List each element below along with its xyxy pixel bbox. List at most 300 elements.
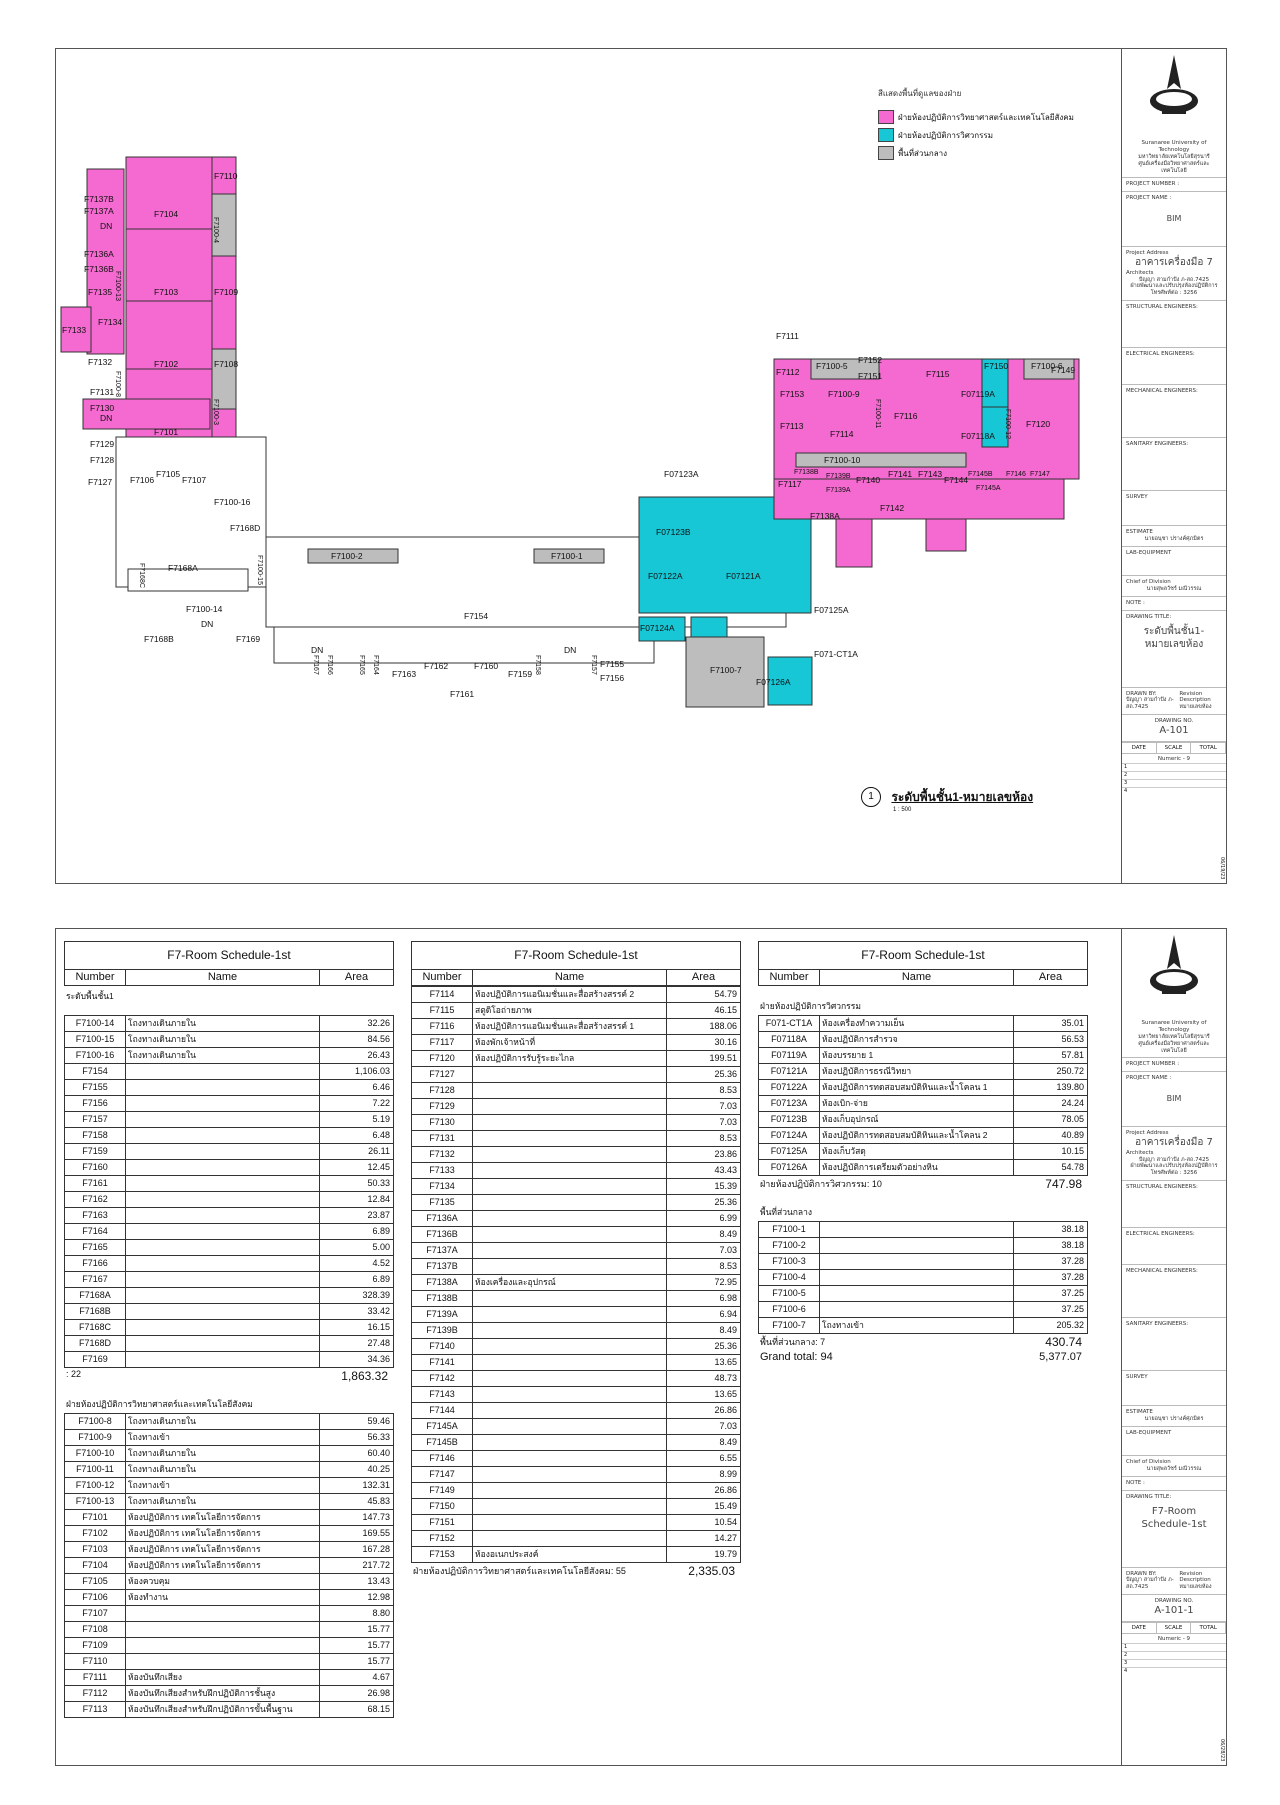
room-name-cell: ห้องพักเจ้าหน้าที่	[473, 1035, 667, 1050]
room-area-cell: 50.33	[367, 1178, 390, 1188]
room-number-cell: F7149	[412, 1483, 473, 1498]
table-row	[758, 1128, 1088, 1144]
revision-row: 4	[1122, 1667, 1226, 1675]
room-label: F07123B	[656, 527, 691, 537]
room-label: F7168B	[144, 634, 174, 644]
drawing-no: A-101	[1159, 725, 1189, 736]
project-number-label: PROJECT NUMBER :	[1126, 181, 1180, 188]
drawing-title: F7-Room Schedule-1st	[1141, 1506, 1207, 1530]
room-number-cell: F7100-4	[759, 1270, 820, 1285]
room-label: F7115	[926, 369, 950, 379]
drawing-no-label: DRAWING NO.	[1154, 1598, 1194, 1605]
room-label: F07122A	[648, 571, 683, 581]
date-label: DATE	[1122, 1623, 1157, 1634]
room-name-cell: ห้องปฏิบัติการแอนิเมชั่นและสื่อสร้างสรรค์ 2	[473, 987, 667, 1002]
table-row	[758, 1016, 1088, 1032]
room-name-cell: โถงทางเดินภายใน	[126, 1494, 320, 1509]
room-name-cell: โถงทางเดินภายใน	[126, 1032, 320, 1047]
table-row	[411, 1467, 741, 1483]
room-area-cell: 8.49	[719, 1325, 737, 1335]
table-row	[411, 1035, 741, 1051]
room-number-cell: F7120	[412, 1051, 473, 1066]
room-label: F7154	[464, 611, 489, 621]
room-area-cell: 34.36	[367, 1354, 390, 1364]
room-area-cell: 8.49	[719, 1437, 737, 1447]
room-label: F7135	[88, 287, 113, 297]
room-name-cell	[473, 1291, 667, 1306]
room-number-cell: F7168B	[65, 1304, 126, 1319]
room-name-cell: ห้องปฏิบัติการทดสอบสมบัติหินและน้ำโคลน 2	[820, 1128, 1014, 1143]
numeric-label: Numeric - 9	[1122, 1633, 1226, 1643]
room-area-cell: 1,106.03	[354, 1066, 390, 1076]
mechanical-label: MECHANICAL ENGINEERS:	[1126, 1268, 1198, 1275]
table-row	[411, 1307, 741, 1323]
room-number-cell: F7160	[65, 1160, 126, 1175]
room-area-cell: 250.72	[1056, 1066, 1084, 1076]
table-row	[64, 1542, 394, 1558]
room-label: F7106	[130, 475, 155, 485]
room-number-cell: F7145A	[412, 1419, 473, 1434]
project-address: อาคารเครื่องมือ 7	[1135, 1137, 1213, 1149]
room-label: F7100-1	[551, 551, 583, 561]
architect-dept: ฝ่ายพัฒนาและปรับปรุงห้องปฏิบัติการ	[1130, 283, 1218, 290]
room-area-cell: 46.15	[714, 1005, 737, 1015]
room-number-cell: F07123A	[759, 1096, 820, 1111]
room-area-cell: 38.18	[1061, 1240, 1084, 1250]
room-number-cell: F7116	[412, 1019, 473, 1034]
room-label: F7100-8	[114, 371, 121, 398]
table-row	[64, 1686, 394, 1702]
chief-name: นายสุพลวัชร์ มณีวรรณ	[1146, 1465, 1202, 1472]
room-number-cell: F7102	[65, 1526, 126, 1541]
room-name-cell	[473, 1259, 667, 1274]
room-area-cell: 84.56	[367, 1034, 390, 1044]
room-number-cell: F7128	[412, 1083, 473, 1098]
table-row	[64, 1638, 394, 1654]
group-label: พื้นที่ส่วนกลาง	[760, 1207, 813, 1217]
room-area-cell: 33.42	[367, 1306, 390, 1316]
room-label: F7168A	[168, 563, 198, 573]
room-name-cell: ห้องปฏิบัติการ เทคโนโลยีการจัดการ	[126, 1558, 320, 1573]
group-label: ระดับพื้นชั้น1	[66, 991, 114, 1001]
room-name-cell: โถงทางเข้า	[820, 1318, 1014, 1333]
view-number: 1	[861, 787, 881, 807]
center-name: ศูนย์เครื่องมือวิทยาศาสตร์และเทคโนโลยี	[1138, 160, 1210, 174]
title-block	[1121, 929, 1226, 1765]
legend-item	[878, 146, 1074, 160]
room-area-cell: 7.03	[719, 1117, 737, 1127]
table-row	[64, 1320, 394, 1336]
room-number-cell: F7136B	[412, 1227, 473, 1242]
room-name-cell	[126, 1080, 320, 1095]
table-row	[64, 1096, 394, 1112]
room-label: F7155	[600, 659, 625, 669]
drawn-by: ปัญญา สามกำปัง ภ-สถ.7425	[1126, 697, 1174, 711]
revision-row: 3	[1122, 1659, 1226, 1667]
room-name-cell	[473, 1323, 667, 1338]
room-number-cell: F7100-11	[65, 1462, 126, 1477]
table-row	[758, 1270, 1088, 1286]
callout-label: F07125A	[814, 605, 849, 615]
header-number: Number	[759, 970, 820, 985]
schedule-title: F7-Room Schedule-1st	[758, 941, 1088, 970]
room-area-cell: 8.53	[719, 1085, 737, 1095]
room-label: F7120	[1026, 419, 1051, 429]
room-label: F7156	[600, 673, 625, 683]
table-row	[411, 1003, 741, 1019]
room-label: F7151	[858, 371, 883, 381]
room-name-cell	[126, 1288, 320, 1303]
room-area-cell: 43.43	[714, 1165, 737, 1175]
room-area-cell: 16.15	[367, 1322, 390, 1332]
table-row	[411, 1131, 741, 1147]
table-row	[411, 1371, 741, 1387]
room-name-cell	[126, 1192, 320, 1207]
room-number-cell: F7146	[412, 1451, 473, 1466]
revision-rows	[1122, 1643, 1226, 1675]
room-area-cell: 169.55	[362, 1528, 390, 1538]
room-number-cell: F07118A	[759, 1032, 820, 1047]
room-area-cell: 32.26	[367, 1018, 390, 1028]
table-row	[64, 1622, 394, 1638]
room-area-cell: 8.49	[719, 1229, 737, 1239]
room-label: F7100-6	[1031, 361, 1063, 371]
room-number-cell: F7164	[65, 1224, 126, 1239]
room-label: F7147	[1030, 471, 1050, 478]
room-name-cell	[126, 1240, 320, 1255]
room-number-cell: F7135	[412, 1195, 473, 1210]
table-row	[758, 1064, 1088, 1080]
room-number-cell: F7139A	[412, 1307, 473, 1322]
table-row	[64, 1670, 394, 1686]
room-number-cell: F7100-6	[759, 1302, 820, 1317]
legend-swatch	[878, 146, 894, 160]
room-area-cell: 328.39	[362, 1290, 390, 1300]
room-name-cell	[126, 1304, 320, 1319]
room-label: F7143	[918, 469, 943, 479]
room-number-cell: F7134	[412, 1179, 473, 1194]
drawing-title-label: DRAWING TITLE:	[1126, 1493, 1172, 1500]
room-label: F7100-13	[114, 271, 121, 301]
room-area-cell: 23.86	[714, 1149, 737, 1159]
room-label: F7145A	[976, 485, 1001, 492]
group-total: 1,863.32	[341, 1369, 388, 1383]
room-name-cell: โถงทางเข้า	[126, 1478, 320, 1493]
table-row	[64, 1654, 394, 1670]
room-number-cell: F7167	[65, 1272, 126, 1287]
room-name-cell	[473, 1163, 667, 1178]
room-area-cell: 147.73	[362, 1512, 390, 1522]
room-label: F7134	[98, 317, 123, 327]
room-area-cell: 7.03	[719, 1421, 737, 1431]
room-area-cell: 205.32	[1056, 1320, 1084, 1330]
room-name-cell	[126, 1064, 320, 1079]
room-name-cell	[473, 1211, 667, 1226]
table-row	[64, 1446, 394, 1462]
schedule-rows	[64, 1413, 394, 1718]
table-row	[411, 1435, 741, 1451]
room-number-cell: F7109	[65, 1638, 126, 1653]
room-name-cell: ห้องปฏิบัติการธรณีวิทยา	[820, 1064, 1014, 1079]
room-number-cell: F7100-12	[65, 1478, 126, 1493]
room-label: F7132	[88, 357, 113, 367]
room-number-cell: F07123B	[759, 1112, 820, 1127]
table-row	[411, 1323, 741, 1339]
table-row	[411, 1483, 741, 1499]
group-count: พื้นที่ส่วนกลาง: 7	[760, 1337, 826, 1347]
room-label: F7100-4	[212, 217, 219, 244]
room-label: F7103	[154, 287, 179, 297]
room-label: F07124A	[640, 623, 675, 633]
scale-label: SCALE	[1157, 1623, 1192, 1634]
room-name-cell: ห้องบรรยาย 1	[820, 1048, 1014, 1063]
room-label: F7164	[372, 655, 379, 675]
schedule-title: F7-Room Schedule-1st	[64, 941, 394, 970]
room-label: F7158	[534, 655, 541, 675]
room-area-cell: 72.95	[714, 1277, 737, 1287]
room-number-cell: F7100-5	[759, 1286, 820, 1301]
room-label: F7110	[214, 171, 238, 181]
room-name-cell	[473, 1531, 667, 1546]
room-number-cell: F7136A	[412, 1211, 473, 1226]
room-name-cell	[820, 1302, 1014, 1317]
group-total-row	[758, 1334, 1088, 1350]
room-name-cell: ห้องเครื่องทำความเย็น	[820, 1016, 1014, 1031]
header-name: Name	[473, 970, 667, 985]
room-number-cell: F07124A	[759, 1128, 820, 1143]
room-name-cell: ห้องปฏิบัติการสำรวจ	[820, 1032, 1014, 1047]
room-area-cell: 56.33	[367, 1432, 390, 1442]
revision-row: 3	[1122, 779, 1226, 787]
room-name-cell	[820, 1254, 1014, 1269]
table-row	[758, 1254, 1088, 1270]
room-number-cell: F7130	[412, 1115, 473, 1130]
room-number-cell: F7100-14	[65, 1016, 126, 1031]
room-name-cell: โถงทางเดินภายใน	[126, 1414, 320, 1429]
legend-title: สีแสดงพื้นที่ดูแลของฝ่าย	[878, 89, 962, 98]
table-row	[411, 1355, 741, 1371]
table-row	[758, 1096, 1088, 1112]
room-name-cell	[126, 1606, 320, 1621]
room-number-cell: F7141	[412, 1355, 473, 1370]
group-total: 2,335.03	[688, 1564, 735, 1578]
header-area: Area	[344, 971, 369, 983]
room-name-cell: ห้องเบิก-จ่าย	[820, 1096, 1014, 1111]
room-name-cell	[126, 1112, 320, 1127]
room-number-cell: F7100-8	[65, 1414, 126, 1429]
room-label: F7114	[830, 429, 854, 439]
room-name-cell	[473, 1483, 667, 1498]
room-name-cell	[473, 1307, 667, 1322]
room-name-cell	[126, 1638, 320, 1653]
legend-item	[878, 128, 1074, 142]
room-label: F7144	[944, 475, 969, 485]
header-area: Area	[1038, 971, 1063, 983]
table-row	[411, 1179, 741, 1195]
room-name-cell	[126, 1160, 320, 1175]
revision-value: หมายเลขห้อง	[1179, 1584, 1212, 1591]
room-name-cell	[473, 1243, 667, 1258]
callout-label: F071-CT1A	[814, 649, 858, 659]
room-number-cell: F7168C	[65, 1320, 126, 1335]
architect-phone: โทรศัพท์ต่อ : 3256	[1150, 290, 1198, 297]
revision-row: 2	[1122, 1651, 1226, 1659]
room-label: F7100-3	[212, 399, 219, 426]
group-total-row	[758, 1176, 1088, 1192]
room-name-cell	[473, 1467, 667, 1482]
room-label: F07119A	[961, 389, 995, 399]
room-area-cell: 45.83	[367, 1496, 390, 1506]
room-label: F7159	[508, 669, 533, 679]
room-label: F7149	[1051, 365, 1076, 375]
room-area-cell: 26.43	[367, 1050, 390, 1060]
table-row	[411, 1403, 741, 1419]
room-name-cell	[473, 1227, 667, 1242]
room-name-cell	[126, 1208, 320, 1223]
date-label: DATE	[1122, 743, 1157, 754]
architects-label: Architects	[1126, 269, 1154, 276]
room-area-cell: 26.11	[368, 1146, 390, 1156]
table-row	[64, 1478, 394, 1494]
grand-total-label: Grand total: 94	[760, 1351, 833, 1363]
room-label: F7113	[780, 421, 804, 431]
estimate-name: นายอนุชา ปรางค์ศุภมิตร	[1144, 1416, 1204, 1422]
room-number-cell: F7161	[65, 1176, 126, 1191]
group-count: : 22	[66, 1369, 82, 1379]
room-name-cell	[126, 1654, 320, 1669]
structural-label: STRUCTURAL ENGINEERS:	[1126, 1184, 1198, 1191]
room-area-cell: 10.15	[1061, 1146, 1084, 1156]
room-area-cell: 8.53	[719, 1261, 737, 1271]
room-name-cell: ห้องควบคุม	[126, 1574, 320, 1589]
schedule-rows	[64, 1015, 394, 1368]
room-area-cell: 57.81	[1061, 1050, 1084, 1060]
header-number: Number	[412, 970, 473, 985]
room-number-cell: F7100-15	[65, 1032, 126, 1047]
room-name-cell	[820, 1270, 1014, 1285]
room-area-cell: 37.28	[1061, 1272, 1084, 1282]
room-area-cell: 5.00	[372, 1242, 390, 1252]
room-name-cell	[820, 1238, 1014, 1253]
table-row	[411, 1451, 741, 1467]
drawing-title: ระดับพื้นชั้น1-หมายเลขห้อง	[1143, 626, 1205, 650]
room-area-cell: 30.16	[714, 1037, 737, 1047]
room-number-cell: F7166	[65, 1256, 126, 1271]
room-number-cell: F7162	[65, 1192, 126, 1207]
table-row	[64, 1430, 394, 1446]
room-number-cell: F7127	[412, 1067, 473, 1082]
room-number-cell: F7106	[65, 1590, 126, 1605]
electrical-label: ELECTRICAL ENGINEERS:	[1126, 351, 1195, 358]
room-area-cell: 23.87	[367, 1210, 390, 1220]
lab-equipment-label: LAB-EQUIPMENT	[1126, 549, 1172, 556]
table-row	[64, 1304, 394, 1320]
revision-value: หมายเลขห้อง	[1179, 704, 1212, 711]
room-name-cell	[473, 1195, 667, 1210]
estimate-label: ESTIMATE	[1126, 529, 1153, 536]
architect-name: ปัญญา สามกำปัง ภ-สถ.7425	[1138, 276, 1210, 283]
room-number-cell: F7129	[412, 1099, 473, 1114]
legend-swatch	[878, 110, 894, 124]
room-label: F7146	[1006, 471, 1026, 478]
room-number-cell: F7100-16	[65, 1048, 126, 1063]
room-label: F7133	[62, 325, 87, 335]
table-row	[411, 1083, 741, 1099]
note-label: NOTE :	[1126, 599, 1145, 606]
architect-name: ปัญญา สามกำปัง ภ-สถ.7425	[1138, 1156, 1210, 1163]
room-name-cell	[126, 1224, 320, 1239]
room-area-cell: 60.40	[367, 1448, 390, 1458]
table-row	[64, 1352, 394, 1368]
room-label: F7136B	[84, 264, 114, 274]
sanitary-label: SANITARY ENGINEERS:	[1126, 441, 1189, 448]
legend-swatch	[878, 128, 894, 142]
room-label: F7168D	[230, 523, 261, 533]
room-area-cell: 6.46	[372, 1082, 390, 1092]
date-stamp: 06/19/23	[1219, 856, 1225, 879]
room-name-cell	[126, 1144, 320, 1159]
room-label: F7153	[780, 389, 805, 399]
table-row	[411, 1163, 741, 1179]
room-number-cell: F071-CT1A	[759, 1016, 820, 1031]
callout-label: F7111	[776, 331, 799, 341]
room-area-cell: 139.80	[1056, 1082, 1084, 1092]
room-number-cell: F7131	[412, 1131, 473, 1146]
room-area-cell: 78.05	[1061, 1114, 1084, 1124]
room-area-cell: 4.52	[372, 1258, 390, 1268]
room-number-cell: F7156	[65, 1096, 126, 1111]
room-number-cell: F7108	[65, 1622, 126, 1637]
room-schedule-sheet	[55, 928, 1227, 1766]
stair-label: DN	[100, 221, 113, 231]
room-area-cell: 5.19	[372, 1114, 390, 1124]
room-area-cell: 26.86	[714, 1405, 737, 1415]
room-label: F7100-7	[710, 665, 742, 675]
room-label: F7109	[214, 287, 239, 297]
room-area-cell: 25.36	[714, 1069, 737, 1079]
table-row	[758, 1222, 1088, 1238]
project-number-label: PROJECT NUMBER :	[1126, 1061, 1180, 1068]
room-name-cell: โถงทางเดินภายใน	[126, 1048, 320, 1063]
group-total-row	[64, 1368, 394, 1384]
table-row	[64, 1016, 394, 1032]
room-name-cell: ห้องเก็บอุปกรณ์	[820, 1112, 1014, 1127]
room-area-cell: 15.77	[367, 1640, 390, 1650]
room-label: F7104	[154, 209, 179, 219]
drawn-by: ปัญญา สามกำปัง ภ-สถ.7425	[1126, 1577, 1174, 1591]
room-label: F7100-5	[816, 361, 848, 371]
drawing-no: A-101-1	[1154, 1605, 1194, 1616]
room-area-cell: 35.01	[1061, 1018, 1084, 1028]
room-area-cell: 68.15	[367, 1704, 390, 1714]
table-row	[758, 1032, 1088, 1048]
room-label: F7139B	[826, 473, 851, 480]
university-name-en: Suranaree University of Technology	[1141, 140, 1207, 153]
room-number-cell: F07121A	[759, 1064, 820, 1079]
table-row	[411, 1099, 741, 1115]
table-row	[411, 1499, 741, 1515]
room-number-cell: F7168A	[65, 1288, 126, 1303]
schedule-rows	[758, 1221, 1088, 1334]
schedule-header	[758, 970, 1088, 986]
room-area-cell: 37.25	[1061, 1288, 1084, 1298]
room-area-cell: 7.22	[372, 1098, 390, 1108]
numeric-label: Numeric - 9	[1122, 753, 1226, 763]
room-name-cell	[126, 1352, 320, 1367]
room-number-cell: F7137A	[412, 1243, 473, 1258]
room-area-cell: 25.36	[714, 1341, 737, 1351]
header-number: Number	[65, 970, 126, 985]
